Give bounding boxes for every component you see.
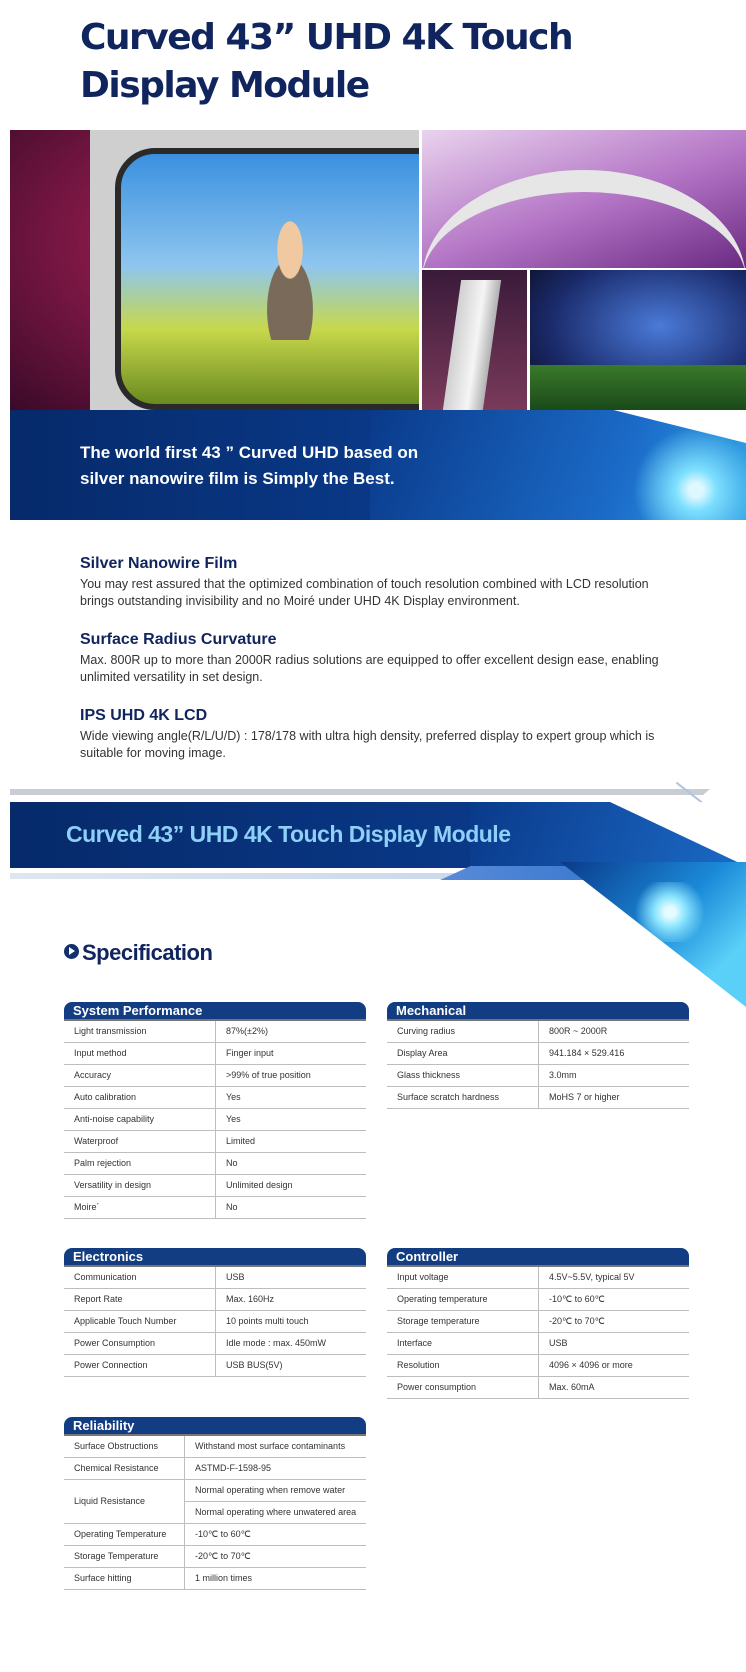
table-row bbox=[64, 1267, 366, 1289]
feature-title: Silver Nanowire Film bbox=[80, 555, 238, 572]
spec-table-title: System Performance bbox=[64, 1002, 366, 1019]
row-value: -20℃ to 70℃ bbox=[195, 1551, 251, 1561]
table-row bbox=[64, 1458, 366, 1480]
table-row bbox=[387, 1333, 689, 1355]
row-key: Surface hitting bbox=[64, 1568, 185, 1589]
table-row bbox=[64, 1087, 366, 1109]
row-value: Yes bbox=[226, 1114, 241, 1124]
row-key: Power consumption bbox=[387, 1377, 539, 1398]
row-value: No bbox=[226, 1158, 238, 1168]
row-value: Yes bbox=[226, 1092, 241, 1102]
row-value: 3.0mm bbox=[549, 1070, 577, 1080]
table-row bbox=[64, 1175, 366, 1197]
table-row bbox=[387, 1267, 689, 1289]
table-row bbox=[64, 1480, 366, 1524]
intro-line1: The world first 43 ” Curved UHD based on bbox=[80, 443, 419, 462]
row-key: Glass thickness bbox=[387, 1065, 539, 1086]
banner-spark bbox=[560, 862, 746, 1007]
table-row bbox=[64, 1021, 366, 1043]
table-row bbox=[387, 1377, 689, 1399]
row-key: Light transmission bbox=[64, 1021, 216, 1042]
page-title bbox=[80, 14, 700, 110]
divider-stripe bbox=[10, 789, 710, 795]
photo-subject bbox=[250, 220, 330, 340]
table-row bbox=[64, 1109, 366, 1131]
row-value: USB bbox=[549, 1338, 568, 1348]
row-value: 941.184 × 529.416 bbox=[549, 1048, 625, 1058]
row-value: Normal operating where unwatered area bbox=[195, 1507, 357, 1517]
intro-line2: silver nanowire film is Simply the Best. bbox=[80, 469, 395, 488]
row-key: Operating temperature bbox=[387, 1289, 539, 1310]
row-key: Curving radius bbox=[387, 1021, 539, 1042]
display-stand bbox=[443, 280, 501, 410]
row-value: -10℃ to 60℃ bbox=[195, 1529, 251, 1539]
row-key: Storage Temperature bbox=[64, 1546, 185, 1567]
spark-glow bbox=[630, 882, 710, 942]
table-row bbox=[64, 1197, 366, 1219]
table-row bbox=[387, 1311, 689, 1333]
row-key: Anti-noise capability bbox=[64, 1109, 216, 1130]
row-value: Normal operating when remove water bbox=[185, 1480, 366, 1502]
row-value: 10 points multi touch bbox=[226, 1316, 309, 1326]
row-key: Power Connection bbox=[64, 1355, 216, 1376]
specification-heading bbox=[64, 940, 212, 966]
table-row bbox=[387, 1289, 689, 1311]
feature-surface-radius bbox=[80, 630, 680, 686]
table-row bbox=[64, 1043, 366, 1065]
table-row bbox=[64, 1289, 366, 1311]
table-row bbox=[387, 1021, 689, 1043]
feature-silver-nanowire bbox=[80, 554, 680, 610]
row-value: Max. 60mA bbox=[549, 1382, 595, 1392]
banner-spark bbox=[600, 430, 746, 520]
row-key: Resolution bbox=[387, 1355, 539, 1376]
row-value: ASTMD-F-1598-95 bbox=[195, 1463, 272, 1473]
row-key: Accuracy bbox=[64, 1065, 216, 1086]
table-row bbox=[64, 1546, 366, 1568]
row-value: -20℃ to 70℃ bbox=[549, 1316, 605, 1326]
row-value: 4096 × 4096 or more bbox=[549, 1360, 633, 1370]
row-key: Auto calibration bbox=[64, 1087, 216, 1108]
table-row bbox=[64, 1524, 366, 1546]
row-value: 4.5V~5.5V, typical 5V bbox=[549, 1272, 635, 1282]
spec-table-title: Reliability bbox=[64, 1417, 366, 1434]
row-key: Report Rate bbox=[64, 1289, 216, 1310]
spec-table-title: Mechanical bbox=[387, 1002, 689, 1019]
row-key: Versatility in design bbox=[64, 1175, 216, 1196]
row-value: >99% of true position bbox=[226, 1070, 311, 1080]
row-key: Interface bbox=[387, 1333, 539, 1354]
hero-photo-curved-display bbox=[10, 130, 419, 410]
row-key: Moire´ bbox=[64, 1197, 216, 1218]
row-key: Liquid Resistance bbox=[64, 1480, 185, 1523]
row-key: Communication bbox=[64, 1267, 216, 1288]
row-key: Input method bbox=[64, 1043, 216, 1064]
spec-table-mechanical bbox=[387, 1002, 689, 1109]
row-key: Waterproof bbox=[64, 1131, 216, 1152]
row-key: Palm rejection bbox=[64, 1153, 216, 1174]
spec-table-body bbox=[64, 1265, 366, 1377]
spec-table-body bbox=[64, 1019, 366, 1219]
banner-wedge bbox=[470, 802, 746, 868]
spec-table-title: Controller bbox=[387, 1248, 689, 1265]
page-title-line2: Display Module bbox=[80, 65, 369, 106]
feature-title: Surface Radius Curvature bbox=[80, 631, 277, 648]
spec-table-body bbox=[387, 1019, 689, 1109]
page-title-line1: Curved 43” UHD 4K Touch bbox=[80, 17, 573, 58]
row-value: Limited bbox=[226, 1136, 256, 1146]
feature-ips-lcd bbox=[80, 706, 680, 762]
row-value: Withstand most surface contaminants bbox=[195, 1441, 346, 1451]
row-key: Chemical Resistance bbox=[64, 1458, 185, 1479]
photo-display-side-view bbox=[422, 270, 527, 410]
table-row bbox=[387, 1355, 689, 1377]
spec-table-title: Electronics bbox=[64, 1248, 366, 1265]
row-key: Power Consumption bbox=[64, 1333, 216, 1354]
row-value: Unlimited design bbox=[226, 1180, 293, 1190]
row-value-stack bbox=[185, 1480, 366, 1523]
product-banner-title: Curved 43” UHD 4K Touch Display Module bbox=[66, 821, 511, 847]
table-row bbox=[64, 1355, 366, 1377]
row-key: Surface Obstructions bbox=[64, 1436, 185, 1457]
photo-field bbox=[530, 365, 746, 410]
feature-text: Wide viewing angle(R/L/U/D) : 178/178 with ultra high density, preferred display to expert group which is suitable for moving image. bbox=[80, 729, 655, 760]
row-value: Idle mode : max. 450mW bbox=[226, 1338, 327, 1348]
row-value: MoHS 7 or higher bbox=[549, 1092, 620, 1102]
table-row bbox=[64, 1333, 366, 1355]
table-row bbox=[64, 1065, 366, 1087]
row-key: Applicable Touch Number bbox=[64, 1311, 216, 1332]
row-key: Surface scratch hardness bbox=[387, 1087, 539, 1108]
row-value: Max. 160Hz bbox=[226, 1294, 275, 1304]
spec-table-body bbox=[64, 1434, 366, 1590]
row-key: Display Area bbox=[387, 1043, 539, 1064]
photo-display-viewer bbox=[530, 270, 746, 410]
display-arc bbox=[422, 170, 746, 268]
table-row bbox=[64, 1568, 366, 1590]
feature-title: IPS UHD 4K LCD bbox=[80, 707, 208, 724]
feature-text: You may rest assured that the optimized combination of touch resolution combined with LCD resolution brings outstanding invisibility and no Moiré under UHD 4K Display environment. bbox=[80, 577, 649, 608]
spec-table-reliability bbox=[64, 1417, 366, 1590]
row-value: 800R ~ 2000R bbox=[549, 1026, 608, 1036]
row-value: 1 million times bbox=[195, 1573, 253, 1583]
row-value: 87%(±2%) bbox=[226, 1026, 268, 1036]
table-row bbox=[64, 1436, 366, 1458]
table-row bbox=[387, 1043, 689, 1065]
spec-table-controller bbox=[387, 1248, 689, 1399]
row-key: Input voltage bbox=[387, 1267, 539, 1288]
table-row bbox=[64, 1153, 366, 1175]
spec-table-electronics bbox=[64, 1248, 366, 1377]
row-value: USB bbox=[226, 1272, 245, 1282]
photo-display-top-view bbox=[422, 130, 746, 268]
intro-banner-text bbox=[80, 440, 500, 492]
spec-table-system-performance bbox=[64, 1002, 366, 1219]
table-row bbox=[387, 1065, 689, 1087]
row-value: No bbox=[226, 1202, 238, 1212]
feature-text: Max. 800R up to more than 2000R radius solutions are equipped to offer excellent design ease, enabling unlimited versatility in set design. bbox=[80, 653, 659, 684]
play-circle-icon bbox=[64, 944, 79, 959]
row-value: Finger input bbox=[226, 1048, 274, 1058]
row-value: USB BUS(5V) bbox=[226, 1360, 283, 1370]
specification-title: Specification bbox=[82, 940, 213, 965]
table-row bbox=[64, 1311, 366, 1333]
row-key: Storage temperature bbox=[387, 1311, 539, 1332]
table-row bbox=[387, 1087, 689, 1109]
row-value: -10℃ to 60℃ bbox=[549, 1294, 605, 1304]
spec-table-body bbox=[387, 1265, 689, 1399]
row-key: Operating Temperature bbox=[64, 1524, 185, 1545]
table-row bbox=[64, 1131, 366, 1153]
